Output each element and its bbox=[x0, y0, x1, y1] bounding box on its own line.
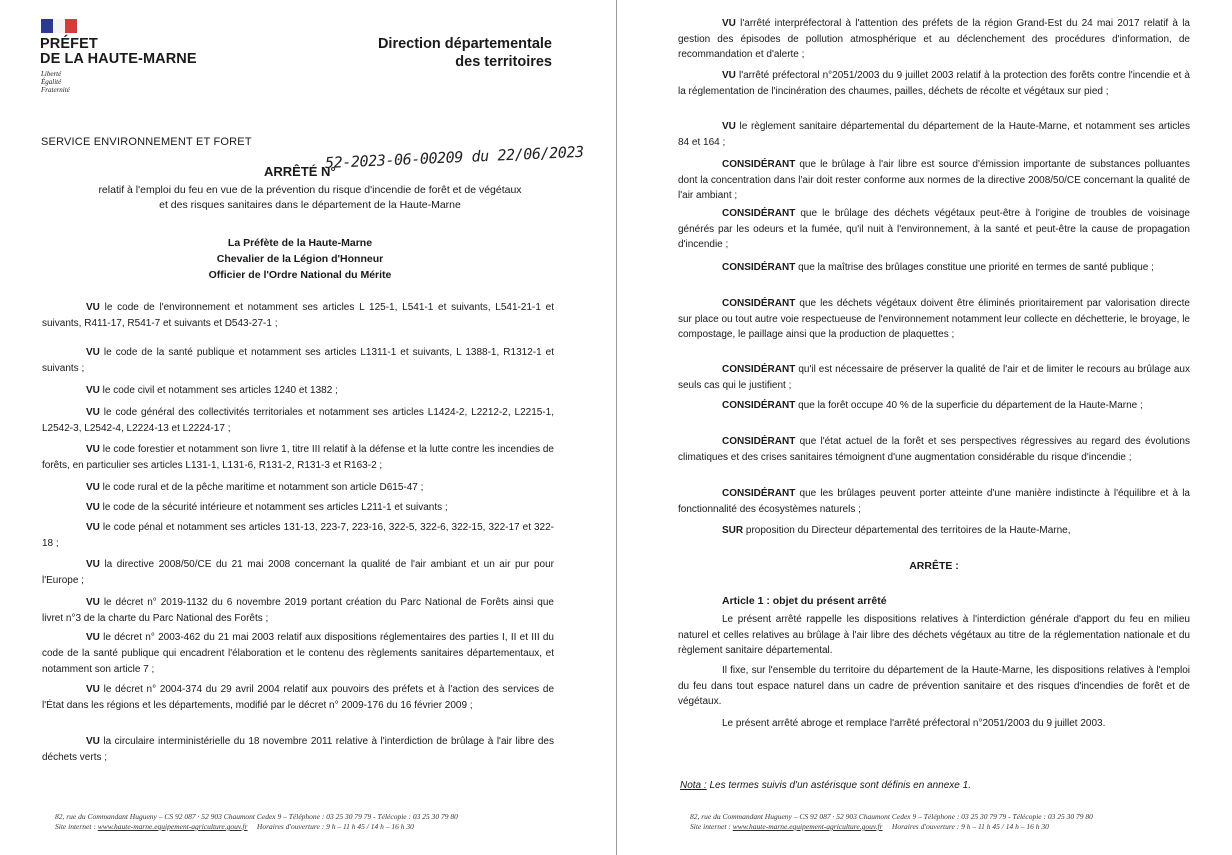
visa-keyword: VU bbox=[86, 444, 100, 455]
para-text: proposition du Directeur départemental des territoires de la Haute-Marne, bbox=[743, 525, 1071, 536]
visa-paragraph bbox=[42, 480, 554, 496]
para-keyword: CONSIDÉRANT bbox=[722, 159, 796, 170]
prefet-line-2: DE LA HAUTE-MARNE bbox=[40, 51, 197, 67]
arrete-subject bbox=[40, 183, 580, 213]
visa-keyword: VU bbox=[86, 502, 100, 513]
article-1-title: Article 1 : objet du présent arrêté bbox=[722, 595, 887, 607]
para-text: que le brûlage des déchets végétaux peut-être à l'origine de troubles de voisinage générés par les odeurs et la fumée, qu'il nuit à l'environnement, à la santé et peut-être la cause de propagation d'incendie ; bbox=[678, 208, 1190, 250]
para-text: que la maîtrise des brûlages constitue une priorité en termes de santé publique ; bbox=[795, 262, 1154, 273]
visa-paragraph bbox=[42, 734, 554, 766]
para-text: qu'il est nécessaire de préserver la qualité de l'air et de limiter le recours au brûlage aux seuls cas qui le justifient ; bbox=[678, 364, 1190, 391]
para-keyword: VU bbox=[722, 70, 736, 81]
para-text: que le brûlage à l'air libre est source d'émission importante de substances polluantes dont la concentration dans l'air doit rester conforme aux normes de la directive 2008/50/CE concernant la qualité de l'air ambiant ; bbox=[678, 159, 1190, 201]
nota-label: Nota : bbox=[680, 780, 707, 791]
para-keyword: CONSIDÉRANT bbox=[722, 364, 796, 375]
visa-paragraph bbox=[42, 557, 554, 589]
visa-keyword: VU bbox=[86, 684, 100, 695]
visa-text: le décret n° 2019-1132 du 6 novembre 2019 portant création du Parc National de Forêts ainsi que livret n°3 de la charte du Parc National des Forêts ; bbox=[42, 597, 554, 624]
motto-fraternite: Fraternité bbox=[41, 86, 70, 94]
handwritten-arrete-number: 52-2023-06-00209 du 22/06/2023 bbox=[324, 142, 585, 172]
visa-paragraph bbox=[42, 520, 554, 552]
considerant-paragraph bbox=[678, 260, 1190, 276]
considerant-paragraph bbox=[678, 398, 1190, 414]
para-keyword: CONSIDÉRANT bbox=[722, 488, 796, 499]
considerant-paragraph bbox=[678, 362, 1190, 393]
document-page-left bbox=[0, 0, 612, 855]
subject-line-1: relatif à l'emploi du feu en vue de la prévention du risque d'incendie de forêt et de végétaux bbox=[98, 184, 522, 196]
visa-text: le décret n° 2004-374 du 29 avril 2004 relatif aux pouvoirs des préfets et à l'action des services de l'État dans les régions et les départements, modifié par le décret n° 2009-176 du 16 février 2009 ; bbox=[42, 684, 554, 711]
visa-text: la circulaire interministérielle du 18 novembre 2011 relative à l'interdiction de brûlage à l'air libre des déchets verts ; bbox=[42, 736, 554, 763]
footer-site-label: Site internet : bbox=[690, 822, 733, 831]
visa-text: le code civil et notamment ses articles 1240 et 1382 ; bbox=[99, 385, 338, 396]
nota-note bbox=[680, 780, 971, 791]
page-divider bbox=[612, 0, 620, 855]
visa-paragraph bbox=[42, 500, 554, 516]
visa-text: le code pénal et notamment ses articles 131-13, 223-7, 223-16, 322-5, 322-6, 322-15, 322-17 et 322-18 ; bbox=[42, 522, 554, 549]
republic-motto bbox=[41, 70, 70, 94]
article-paragraph: Le présent arrêté abroge et remplace l'arrêté préfectoral n°2051/2003 du 9 juillet 2003. bbox=[722, 718, 1106, 729]
prefete-line-3: Officier de l'Ordre National du Mérite bbox=[208, 269, 392, 281]
visa-text: le code de la santé publique et notamment ses articles L1311-1 et suivants, L 1388-1, R1312-1 et suivants ; bbox=[42, 347, 554, 374]
footer-site-label: Site internet : bbox=[55, 822, 98, 831]
visa-paragraph bbox=[42, 630, 554, 678]
visa-paragraph bbox=[42, 345, 554, 377]
prefete-line-1: La Préfète de la Haute-Marne bbox=[227, 237, 373, 249]
considerant-paragraph bbox=[678, 296, 1190, 343]
footer-website-link[interactable]: www.haute-marne.equipement-agriculture.gouv.fr bbox=[732, 822, 883, 831]
sur-proposition-paragraph bbox=[678, 523, 1190, 539]
footer-address: 82, rue du Commandant Hugueny – CS 92 087 · 52 903 Chaumont Cedex 9 – Téléphone : 03 25 30 79 79 - Télécopie : 03 25 30 79 80 bbox=[690, 812, 1093, 821]
para-keyword: CONSIDÉRANT bbox=[722, 436, 796, 447]
visa-keyword: VU bbox=[86, 736, 100, 747]
para-keyword: VU bbox=[722, 18, 736, 29]
visa-text: le code de la sécurité intérieure et notamment ses articles L211-1 et suivants ; bbox=[99, 502, 448, 513]
para-keyword: VU bbox=[722, 121, 736, 132]
service-name: SERVICE ENVIRONNEMENT ET FORET bbox=[41, 136, 252, 148]
visa-paragraph bbox=[42, 595, 554, 627]
footer-website-line bbox=[690, 822, 1093, 832]
direction-line-1: Direction départementale bbox=[377, 36, 552, 52]
page-footer bbox=[55, 812, 458, 832]
visa-text: la directive 2008/50/CE du 21 mai 2008 concernant la qualité de l'air ambiant et un air pur pour l'Europe ; bbox=[42, 559, 554, 586]
visa-text: le code forestier et notamment son livre 1, titre III relatif à la défense et la lutte contre les incendies de forêts, en particulier ses articles L131-1, L131-6, R131-2, R131-3 et R163-2 ; bbox=[42, 444, 554, 471]
prefete-titles bbox=[150, 235, 450, 283]
para-text: que les brûlages peuvent porter atteinte d'une manière indistincte à l'équilibre et à la fonctionnalité des écosystèmes naturels ; bbox=[678, 488, 1190, 515]
visa-paragraph bbox=[42, 383, 554, 399]
visa-paragraph bbox=[678, 68, 1190, 99]
subject-line-2: et des risques sanitaires dans le département de la Haute-Marne bbox=[159, 199, 461, 211]
visa-paragraph bbox=[42, 405, 554, 437]
para-keyword: CONSIDÉRANT bbox=[722, 262, 796, 273]
visa-keyword: VU bbox=[86, 597, 100, 608]
arrete-number-label: ARRÊTÉ N° bbox=[264, 164, 336, 179]
para-text: le règlement sanitaire départemental du département de la Haute-Marne, et notamment ses articles 84 et 164 ; bbox=[678, 121, 1190, 148]
prefet-line-1: PRÉFET bbox=[40, 36, 98, 52]
para-text: que les déchets végétaux doivent être éliminés prioritairement par valorisation directe sur place ou tout autre voie respectueuse de l'environnement notamment leur collecte en déchetterie, le broyage, le compostage, le paillage ainsi que la production de plaquettes ; bbox=[678, 298, 1190, 340]
document-page-right bbox=[620, 0, 1232, 855]
visa-keyword: VU bbox=[86, 385, 100, 396]
visa-keyword: VU bbox=[86, 302, 100, 313]
visa-text: le code rural et de la pêche maritime et notamment son article D615-47 ; bbox=[99, 482, 424, 493]
footer-website-line bbox=[55, 822, 458, 832]
visa-keyword: VU bbox=[86, 522, 100, 533]
considerant-paragraph bbox=[678, 206, 1190, 253]
page-footer bbox=[690, 812, 1093, 832]
french-flag-logo bbox=[41, 19, 77, 33]
visa-paragraph bbox=[42, 300, 554, 332]
article-paragraph: Le présent arrêté rappelle les dispositions relatives à l'interdiction générale d'apport du feu en milieu naturel et celles relatives au brûlage à l'air libre des déchets végétaux au titre de la réglementation nationale et du règlement sanitaire départemental. bbox=[678, 614, 1190, 656]
para-text: que l'état actuel de la forêt et ses perspectives régressives au regard des évolutions climatiques et des crises sanitaires témoignent d'une augmentation considérable du risque d'incendie ; bbox=[678, 436, 1190, 463]
visa-paragraph bbox=[678, 16, 1190, 63]
para-text: l'arrêté interpréfectoral à l'attention des préfets de la région Grand-Est du 24 mai 2017 relatif à la gestion des épisodes de pollution atmosphérique et au déclenchement des procédures d'information, de recommandation et d'alerte ; bbox=[678, 18, 1190, 60]
visa-keyword: VU bbox=[86, 407, 100, 418]
article-paragraph: Il fixe, sur l'ensemble du territoire du département de la Haute-Marne, les dispositions relatives à l'emploi du feu dans tout espace naturel dans un cadre de prévention sanitaire et des risques d'incendies de forêt et de végétaux. bbox=[678, 665, 1190, 707]
visa-keyword: VU bbox=[86, 347, 100, 358]
motto-egalite: Égalité bbox=[41, 78, 62, 86]
footer-hours: Horaires d'ouverture : 9 h – 11 h 45 / 14 h – 16 h 30 bbox=[891, 822, 1049, 831]
visa-paragraph bbox=[42, 682, 554, 714]
visa-keyword: VU bbox=[86, 559, 100, 570]
para-keyword: SUR bbox=[722, 525, 744, 536]
footer-address: 82, rue du Commandant Hugueny – CS 92 087 · 52 903 Chaumont Cedex 9 – Téléphone : 03 25 30 79 79 - Télécopie : 03 25 30 79 80 bbox=[55, 812, 458, 821]
issuing-department bbox=[378, 35, 552, 71]
visa-keyword: VU bbox=[86, 632, 100, 643]
motto-liberte: Liberté bbox=[41, 70, 62, 78]
visa-paragraph bbox=[42, 442, 554, 474]
visa-paragraph bbox=[678, 119, 1190, 150]
visa-text: le décret n° 2003-462 du 21 mai 2003 relatif aux dispositions réglementaires des parties I, II et III du code de la santé publique qui encadrent l'élaboration et le contenu des règlements sanitaires départementaux, et notamment son article 7 ; bbox=[42, 632, 554, 675]
considerant-paragraph bbox=[678, 157, 1190, 204]
direction-line-2: des territoires bbox=[455, 54, 552, 70]
visa-text: le code général des collectivités territoriales et notamment ses articles L1424-2, L2212-2, L2215-1, L2542-3, L2542-4, L2224-13 et L2224-17 ; bbox=[42, 407, 554, 434]
prefete-line-2: Chevalier de la Légion d'Honneur bbox=[216, 253, 384, 265]
para-text: l'arrêté préfectoral n°2051/2003 du 9 juillet 2003 relatif à la protection des forêts contre l'incendie et à la réglementation de l'incinération des chaumes, pailles, déchets de récolte et végétaux sur pied ; bbox=[678, 70, 1190, 97]
visa-text: le code de l'environnement et notamment ses articles L 125-1, L541-1 et suivants, L541-21-1 et suivants, R411-17, R541-7 et suivants et D543-27-1 ; bbox=[42, 302, 554, 329]
para-keyword: CONSIDÉRANT bbox=[722, 298, 796, 309]
prefet-logo-text bbox=[40, 37, 197, 67]
considerant-paragraph bbox=[678, 486, 1190, 517]
considerant-paragraph bbox=[678, 434, 1190, 465]
footer-hours: Horaires d'ouverture : 9 h – 11 h 45 / 14 h – 16 h 30 bbox=[256, 822, 414, 831]
para-keyword: CONSIDÉRANT bbox=[722, 400, 796, 411]
footer-website-link[interactable]: www.haute-marne.equipement-agriculture.gouv.fr bbox=[97, 822, 248, 831]
para-text: que la forêt occupe 40 % de la superficie du département de la Haute-Marne ; bbox=[795, 400, 1143, 411]
nota-text: Les termes suivis d'un astérisque sont définis en annexe 1. bbox=[706, 780, 971, 791]
visa-keyword: VU bbox=[86, 482, 100, 493]
para-keyword: CONSIDÉRANT bbox=[722, 208, 796, 219]
arrete-heading: ARRÊTE : bbox=[909, 560, 959, 572]
